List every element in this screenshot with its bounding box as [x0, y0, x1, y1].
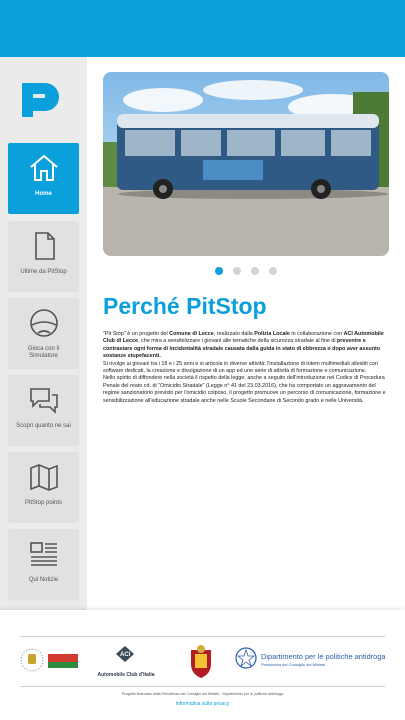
intro-paragraph-1: [103, 331, 393, 361]
text-run: , realizzato dalla: [213, 331, 255, 337]
carousel-dot[interactable]: [233, 267, 241, 275]
nav-news-pitstop[interactable]: [8, 221, 79, 292]
nav-simulator-label: Gioca con il Simulatore: [27, 346, 60, 359]
dept-subtitle: Presidenza del Consiglio dei Ministri: [261, 662, 326, 667]
footer: [0, 610, 405, 720]
news-icon: [28, 538, 60, 570]
nav-pitstop-points[interactable]: [8, 452, 79, 523]
nav-pitstop-points-label: PitStop points: [24, 500, 63, 506]
sidebar: [0, 57, 87, 610]
intro-text: [103, 331, 393, 405]
nav-home-label: Home: [35, 191, 52, 197]
carousel-dot[interactable]: [251, 267, 259, 275]
nav-quiz[interactable]: [8, 375, 79, 446]
regione-puglia-logo: [20, 644, 82, 678]
divider: [20, 636, 385, 637]
carousel-dot[interactable]: [269, 267, 277, 275]
privacy-link[interactable]: Informativa sulla privacy: [175, 701, 230, 707]
intro-paragraph-3: Nello spirito di diffondere nella società il rispetto della legge, anche a seguito dell'introduzione nel Codice di Procedura Penale del reato cd. di "Omicidio Stradale" (Legge n° 41 del 23.03.2016), che ha comportato un aggravamento del regime sanzionatorio previsto per l'omicidio colposo, il progetto promuove un percorso di comunicazione, formazione e sensibilizzazione all'educazione stradale anche nelle Scuole Secondarie di Secondo grado e nelle Università.: [103, 375, 386, 404]
nav-home[interactable]: [8, 143, 79, 214]
text-run: , che mira a sensibilizzare i giovani alle tematiche della sicurezza stradale al fine di: [138, 338, 338, 345]
pitstop-logo[interactable]: [21, 81, 65, 117]
text-run: in collaborazione con: [289, 331, 344, 337]
intro-paragraph-2: Si rivolge ai giovani tra i 18 e i 25 anni e si articola in diverse attività: l'installazione di totem multimediali allestiti con software dedicati, la creazione e divulgazione di un app ed une serie di attività di formazione e comunicazione.: [103, 360, 378, 375]
svg-text:ACI: ACI: [120, 652, 131, 658]
nav-qui-notizie[interactable]: [8, 529, 79, 600]
page-title: Perché PitStop: [103, 293, 267, 319]
text-run: prevenire e contrastare ogni forma di incidentalità stradale causata dalla guida in stato di ebbrezza o dopo aver assunto sostanze stupefacenti.: [103, 338, 381, 360]
chat-bubbles-icon: [28, 384, 60, 416]
home-icon: [28, 152, 60, 184]
text-run: "Pit Stop" è un progetto del: [103, 331, 170, 337]
funding-credit: Progetto finanziato dalla Presidenza del Consiglio dei Ministri - Dipartimento per le politiche antidroga: [121, 692, 283, 696]
nav-simulator[interactable]: [8, 298, 79, 369]
text-run: Polizia Locale: [254, 331, 290, 337]
text-run: ACI Automobile Club di Lecce: [103, 331, 384, 345]
carousel-dot[interactable]: [215, 267, 223, 275]
map-icon: [28, 461, 60, 493]
aci-text: Automobile Club d'Italia: [97, 672, 155, 678]
top-bar: [0, 0, 405, 57]
nav-qui-notizie-label: Qui Notizie: [28, 577, 59, 583]
nav-news-pitstop-label: Ultime da PitStop: [20, 269, 67, 275]
carousel-dots: [87, 267, 405, 275]
main-content: [87, 57, 405, 610]
document-icon: [28, 230, 60, 262]
republic-emblem-icon: [234, 646, 258, 670]
polizia-locale-crest-icon: [186, 644, 216, 680]
pitstop-bus-photo: [103, 72, 389, 256]
dept-title: Dipartimento per le politiche antidroga: [261, 652, 386, 661]
divider: [20, 686, 385, 687]
nav-quiz-label: Scopri quanto ne sai: [16, 423, 71, 429]
steering-wheel-icon: [28, 307, 60, 339]
text-run: Comune di Lecce: [169, 331, 214, 337]
